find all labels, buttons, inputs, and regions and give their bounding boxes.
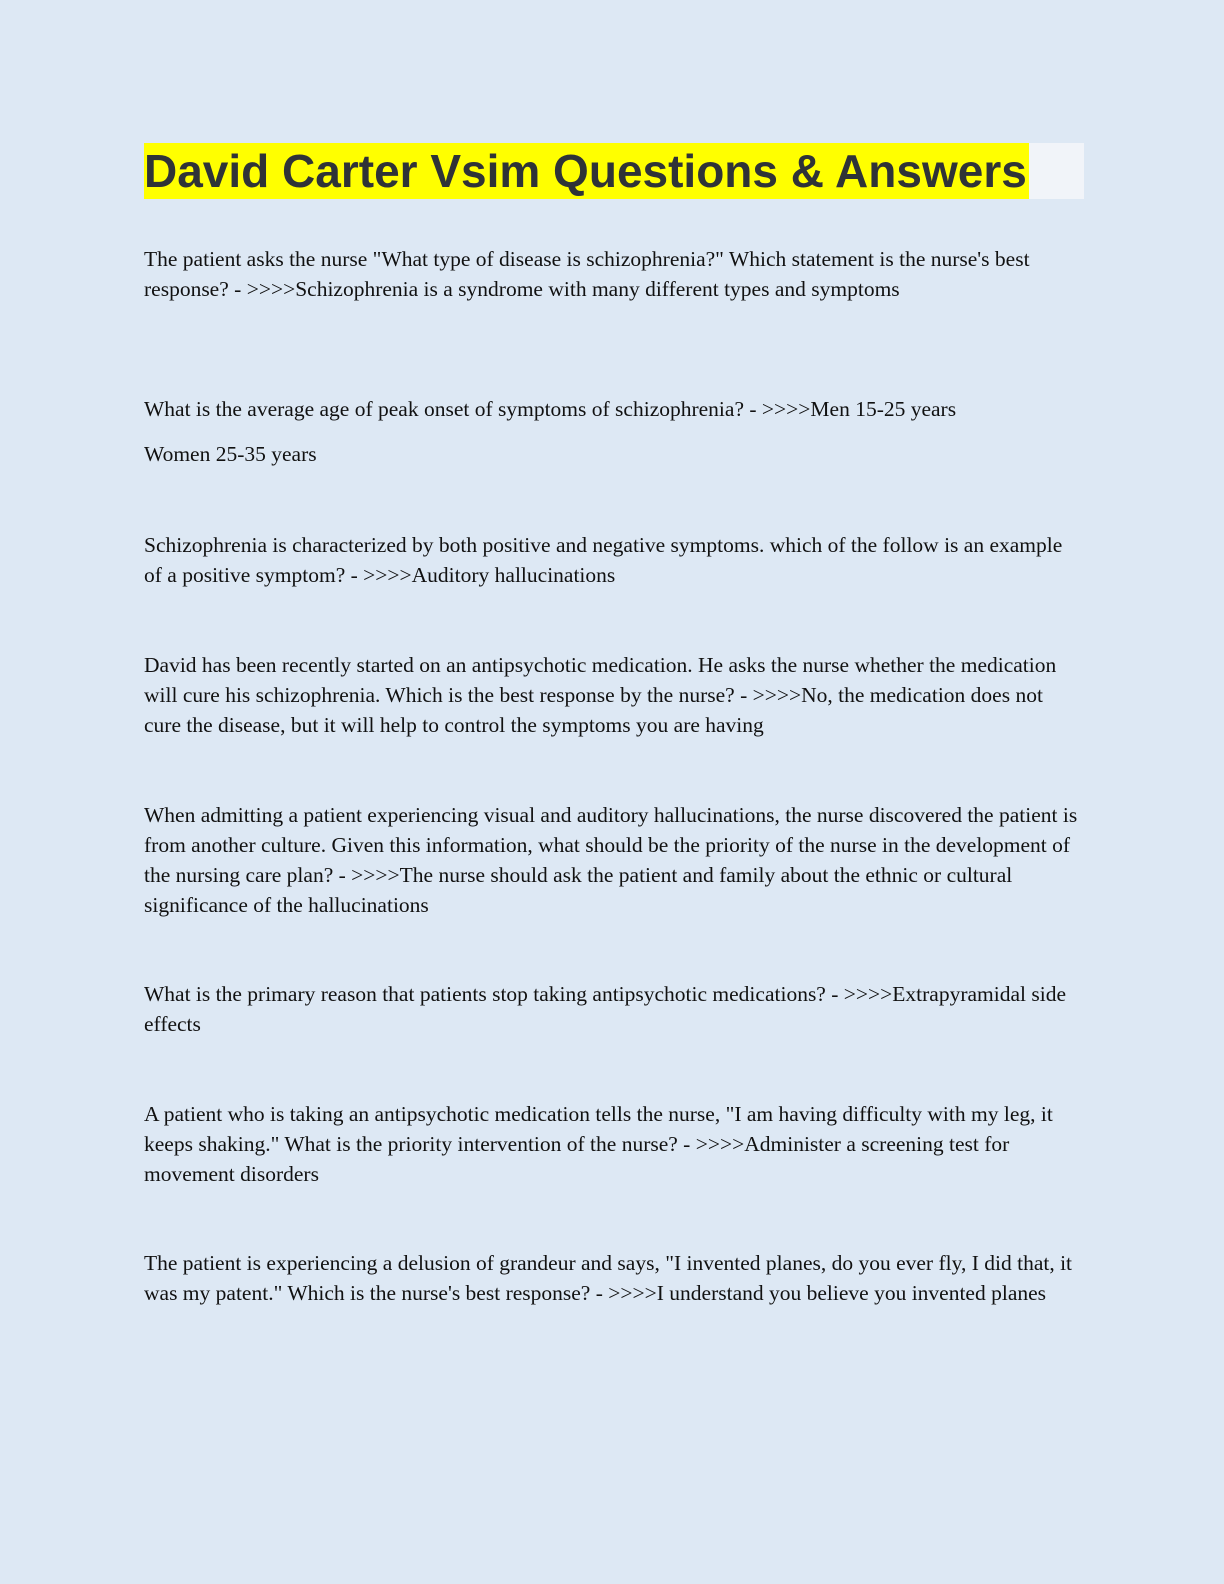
question-text: The patient asks the nurse "What type of disease is schizophrenia?" Which statement is the nurse's best response? - [144,247,1030,301]
answer-text: >>>>Schizophrenia is a syndrome with many different types and symptoms [246,277,900,301]
qa-item [144,800,1084,920]
answer-text: >>>>Auditory hallucinations [363,563,616,587]
answer-text: >>>>Men 15-25 years [761,397,957,421]
question-text: When admitting a patient experiencing visual and auditory hallucinations, the nurse discovered the patient is from another culture. Given this information, what should be the priority of the nurse in the development of the nursing care plan? - [144,803,1078,887]
answer-text: >>>>I understand you believe you invented planes [608,1281,1047,1305]
question-text: Schizophrenia is characterized by both positive and negative symptoms. which of the follow is an example of a positive symptom? - [144,533,1063,587]
page-title: David Carter Vsim Questions & Answers [144,145,1027,197]
question-text: A patient who is taking an antipsychotic medication tells the nurse, "I am having difficulty with my leg, it keeps shaking." What is the priority intervention of the nurse? - [144,1102,1053,1156]
qa-item [144,394,1084,424]
question-text: What is the primary reason that patients stop taking antipsychotic medications? - [144,982,844,1006]
qa-item [144,1099,1084,1189]
answer-text: >>>>The nurse should ask the patient and family about the ethnic or cultural significance of the hallucinations [144,863,1013,917]
qa-item [144,1248,1084,1308]
qa-item [144,650,1084,740]
qa-item [144,979,1084,1039]
answer-text: >>>>Extrapyramidal side effects [144,982,1066,1036]
qa-item [144,244,1084,304]
question-text: David has been recently started on an antipsychotic medication. He asks the nurse whether the medication will cure his schizophrenia. Which is the best response by the nurse? - [144,653,1057,707]
qa-item [144,530,1084,590]
answer-text: >>>>No, the medication does not cure the disease, but it will help to control the symptoms you are having [144,683,1043,737]
question-text: What is the average age of peak onset of symptoms of schizophrenia? - [144,397,762,421]
title-block [144,143,1084,199]
answer-continuation [144,439,1084,469]
question-text: The patient is experiencing a delusion of grandeur and says, "I invented planes, do you ever fly, I did that, it was my patent." Which is the nurse's best response? - [144,1251,1073,1305]
answer-text: Women 25-35 years [144,442,317,466]
answer-text: >>>>Administer a screening test for movement disorders [144,1132,1010,1186]
